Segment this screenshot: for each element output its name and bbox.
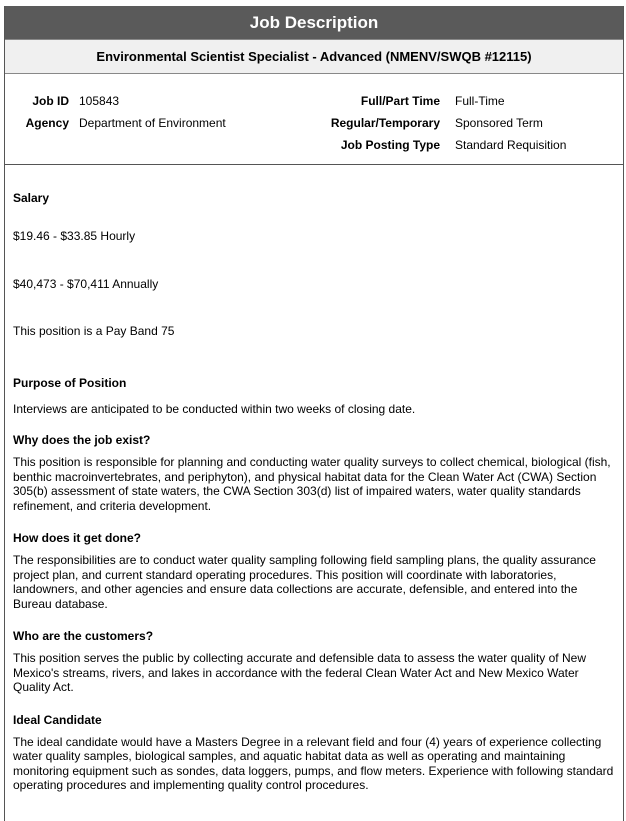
how-heading: How does it get done? (13, 531, 141, 545)
job-title: Environmental Scientist Specialist - Advanced (NMENV/SWQB #12115) (5, 39, 623, 74)
full-part-time-label: Full/Part Time (360, 94, 440, 108)
job-id-label: Job ID (32, 94, 69, 108)
salary-annual: $40,473 - $70,411 Annually (13, 276, 159, 291)
purpose-heading: Purpose of Position (13, 375, 127, 390)
page-title: Job Description (5, 6, 623, 39)
regular-temporary-value: Sponsored Term (455, 116, 543, 130)
job-posting-type-value: Standard Requisition (455, 138, 567, 152)
salary-heading: Salary (13, 191, 50, 205)
full-part-time-value: Full-Time (455, 94, 505, 108)
why-heading: Why does the job exist? (13, 433, 151, 447)
job-info-panel (5, 74, 623, 165)
ideal-candidate-text: The ideal candidate would have a Masters Degree in a relevant field and four (4) years of experience collecting water quality samples, biological samples, and aquatic habitat data as well as operating and maintaining monitoring equipment such as sondes, data loggers, pumps, and flow meters. Experience with following standard operating procedures and implementing quality control procedures. (13, 734, 614, 792)
customers-text: This position serves the public by collecting accurate and defensible data to assess the water quality of New Mexico's streams, rivers, and lakes in accordance with the federal Clean Water Act and New Mexico Water Quality Act. (13, 651, 586, 694)
job-description-document (4, 6, 624, 821)
job-id-value: 105843 (79, 94, 120, 108)
how-text: The responsibilities are to conduct water quality sampling following field sampling plans, the quality assurance project plan, and current standard operating procedures. This position will coordinate with laboratories, landowners, and other agencies and ensure data collections are accurate, defensible, and entered into the Bureau database. (13, 553, 596, 611)
agency-label: Agency (25, 116, 69, 130)
job-posting-type-label: Job Posting Type (340, 138, 440, 152)
regular-temporary-label: Regular/Temporary (330, 116, 440, 130)
customers-heading: Who are the customers? (13, 629, 154, 643)
pay-band: This position is a Pay Band 75 (13, 324, 175, 338)
agency-value: Department of Environment (79, 116, 226, 130)
why-text: This position is responsible for planning and conducting water quality surveys to collect chemical, biological (fish, benthic macroinvertebrates, and periphyton), and physical habitat data for the Clean Water Act (CWA) Section 305(b) assessment of state waters, the CWA Section 303(d) list of impaired waters, water quality standards refinement, and criteria development. (13, 455, 611, 513)
salary-hourly: $19.46 - $33.85 Hourly (13, 229, 136, 243)
ideal-candidate-heading: Ideal Candidate (13, 712, 102, 727)
purpose-text: Interviews are anticipated to be conducted within two weeks of closing date. (13, 401, 416, 416)
job-content (5, 191, 623, 793)
